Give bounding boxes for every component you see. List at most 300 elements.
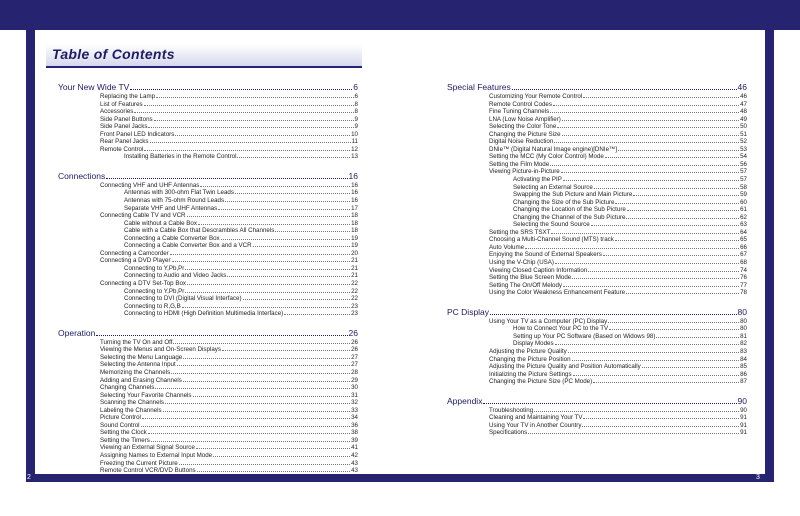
toc-entry[interactable] bbox=[58, 212, 358, 220]
toc-entry[interactable] bbox=[447, 101, 747, 109]
toc-entry-page: 59 bbox=[740, 191, 747, 199]
toc-entry-page: 53 bbox=[740, 145, 747, 153]
toc-entry[interactable] bbox=[447, 282, 747, 290]
toc-entry-page: 28 bbox=[351, 368, 358, 376]
toc-entry-label: Changing the Location of the Sub Picture bbox=[513, 206, 626, 214]
toc-entry[interactable] bbox=[447, 184, 747, 192]
toc-entry-leader bbox=[148, 433, 350, 434]
toc-entry-leader bbox=[591, 225, 739, 226]
toc-right-column bbox=[447, 78, 747, 437]
toc-entry-page: 26 bbox=[351, 338, 358, 346]
toc-entry-page: 56 bbox=[740, 160, 747, 168]
toc-entry-leader bbox=[594, 188, 739, 189]
toc-entry[interactable] bbox=[447, 221, 747, 229]
toc-entry-label: Setting the MCC (My Color Control) Mode bbox=[489, 153, 604, 161]
toc-entry[interactable] bbox=[58, 422, 358, 430]
toc-entry-label: Rear Panel Jacks bbox=[100, 138, 149, 146]
toc-section-page: 26 bbox=[348, 327, 358, 338]
toc-entry-page: 18 bbox=[351, 227, 358, 235]
toc-entry-page: 80 bbox=[740, 325, 747, 333]
toc-entry-page: 27 bbox=[351, 361, 358, 369]
toc-entry-label: Changing the Size of the Sub Picture bbox=[513, 198, 615, 206]
toc-entry[interactable] bbox=[447, 191, 747, 199]
toc-section-heading[interactable] bbox=[447, 82, 747, 93]
page-number-left: 2 bbox=[27, 474, 31, 481]
toc-entry-page: 57 bbox=[740, 168, 747, 176]
toc-entry-page: 16 bbox=[351, 189, 358, 197]
toc-entry-leader bbox=[185, 269, 350, 270]
toc-entry-leader bbox=[615, 203, 739, 204]
toc-entry-page: 51 bbox=[740, 130, 747, 138]
toc-entry-page: 54 bbox=[740, 153, 747, 161]
toc-section-page: 6 bbox=[353, 82, 358, 92]
toc-entry-page: 78 bbox=[740, 289, 747, 297]
toc-entry-leader bbox=[154, 120, 354, 121]
toc-entry-leader bbox=[213, 456, 350, 457]
toc-entry-leader bbox=[557, 127, 739, 128]
toc-section-heading[interactable] bbox=[58, 328, 358, 339]
toc-entry-label: Auto Volume bbox=[489, 243, 525, 251]
toc-entry-leader bbox=[148, 127, 353, 128]
toc-entry-page: 12 bbox=[351, 145, 358, 153]
toc-entry-page: 30 bbox=[351, 384, 358, 392]
toc-entry[interactable] bbox=[447, 371, 747, 379]
toc-entry-leader bbox=[554, 142, 739, 143]
toc-entry-label: Connecting to HDMI (High Definition Multimedia Interface) bbox=[124, 310, 284, 318]
toc-section-heading[interactable] bbox=[58, 82, 358, 93]
toc-entry-label: Cable without a Cable Box bbox=[124, 219, 197, 227]
toc-entry-label: Side Panel Jacks bbox=[100, 123, 148, 131]
toc-entry[interactable] bbox=[58, 182, 358, 190]
toc-entry[interactable] bbox=[58, 101, 358, 109]
toc-entry-leader bbox=[200, 186, 350, 187]
toc-entry-leader bbox=[573, 375, 740, 376]
toc-entry[interactable] bbox=[447, 251, 747, 259]
toc-entry-leader bbox=[562, 135, 740, 136]
toc-entry-leader bbox=[608, 322, 739, 323]
toc-entry-page: 16 bbox=[351, 181, 358, 189]
toc-entry-leader bbox=[155, 388, 350, 389]
toc-entry-page: 57 bbox=[740, 176, 747, 184]
toc-entry-page: 27 bbox=[351, 353, 358, 361]
toc-entry-leader bbox=[187, 216, 351, 217]
toc-entry[interactable] bbox=[58, 452, 358, 460]
toc-section-leader bbox=[106, 178, 347, 179]
toc-entry-label: DNIe™ (Digital Natural Image engine)[DNIe™] bbox=[489, 145, 617, 153]
toc-entry-page: 22 bbox=[351, 280, 358, 288]
toc-entry[interactable] bbox=[447, 93, 747, 101]
toc-entry-leader bbox=[626, 218, 739, 219]
toc-entry[interactable] bbox=[58, 138, 358, 146]
toc-entry-label: Adding and Erasing Channels bbox=[100, 376, 182, 384]
toc-entry[interactable] bbox=[58, 123, 358, 131]
toc-entry-page: 33 bbox=[351, 406, 358, 414]
toc-entry-page: 80 bbox=[740, 317, 747, 325]
toc-entry-label: Swapping the Sub Picture and Main Picture bbox=[513, 191, 633, 199]
toc-entry-leader bbox=[253, 246, 351, 247]
toc-entry-leader bbox=[583, 97, 739, 98]
toc-entry-page: 84 bbox=[740, 355, 747, 363]
toc-entry-page: 31 bbox=[351, 391, 358, 399]
toc-entry[interactable] bbox=[447, 356, 747, 364]
toc-entry-leader bbox=[218, 209, 350, 210]
toc-entry-label: Troubleshooting bbox=[489, 406, 534, 414]
toc-entry-label: Separate VHF and UHF Antennas bbox=[124, 204, 218, 212]
toc-entry-label: Connecting to R,G,B bbox=[124, 302, 181, 310]
bottom-border-left bbox=[26, 474, 400, 482]
toc-entry-leader bbox=[593, 382, 739, 383]
toc-entry-label: Memorizing the Channels bbox=[100, 368, 171, 376]
toc-entry-label: Scanning the Channels bbox=[100, 399, 164, 407]
toc-entry-label: Selecting the Sound Source bbox=[513, 221, 590, 229]
toc-entry[interactable] bbox=[58, 377, 358, 385]
toc-entry-label: Assigning Names to External Input Mode bbox=[100, 451, 213, 459]
toc-entry-page: 43 bbox=[351, 459, 358, 467]
toc-section-leader bbox=[490, 314, 736, 315]
toc-entry-leader bbox=[177, 365, 350, 366]
left-border-bar bbox=[26, 30, 35, 482]
toc-entry-page: 18 bbox=[351, 219, 358, 227]
toc-section-leader bbox=[130, 89, 352, 90]
footer-margin bbox=[0, 484, 800, 516]
toc-entry[interactable] bbox=[58, 384, 358, 392]
toc-entry[interactable] bbox=[58, 303, 358, 311]
toc-entry[interactable] bbox=[58, 272, 358, 280]
toc-entry-page: 6 bbox=[354, 93, 358, 100]
toc-entry-page: 36 bbox=[351, 421, 358, 429]
toc-entry[interactable] bbox=[58, 220, 358, 228]
toc-entry-leader bbox=[198, 224, 350, 225]
toc-entry[interactable] bbox=[58, 235, 358, 243]
toc-entry-label: Setting the Blue Screen Mode bbox=[489, 274, 572, 282]
toc-entry-leader bbox=[603, 255, 739, 256]
toc-entry[interactable] bbox=[58, 153, 358, 161]
toc-section-heading[interactable] bbox=[447, 396, 747, 407]
toc-entry[interactable] bbox=[447, 214, 747, 222]
toc-entry[interactable] bbox=[58, 197, 358, 205]
toc-entry-page: 20 bbox=[351, 249, 358, 257]
toc-entry[interactable] bbox=[447, 289, 747, 297]
toc-entry-leader bbox=[243, 299, 351, 300]
toc-entry[interactable] bbox=[58, 257, 358, 265]
toc-section-label: Your New Wide TV bbox=[58, 82, 130, 92]
toc-entry-label: Customizing Your Remote Control bbox=[489, 93, 583, 100]
toc-entry-label: Cleaning and Maintaining Your TV bbox=[489, 414, 583, 422]
toc-entry-label: Changing the Picture Position bbox=[489, 355, 571, 363]
toc-entry-leader bbox=[561, 172, 739, 173]
toc-entry-page: 42 bbox=[351, 451, 358, 459]
toc-entry-leader bbox=[185, 292, 350, 293]
toc-entry-page: 76 bbox=[740, 274, 747, 282]
toc-entry-label: Connecting a Camcorder bbox=[100, 249, 169, 257]
toc-section-page: 46 bbox=[737, 82, 747, 92]
toc-entry-page: 16 bbox=[351, 197, 358, 205]
toc-entry-label: Initializing the Picture Settings bbox=[489, 370, 572, 378]
toc-entry[interactable] bbox=[58, 444, 358, 452]
toc-entry[interactable] bbox=[447, 422, 747, 430]
toc-entry-leader bbox=[173, 343, 350, 344]
toc-entry-label: Setting the Clock bbox=[100, 429, 147, 437]
toc-entry[interactable] bbox=[447, 153, 747, 161]
toc-entry[interactable] bbox=[58, 407, 358, 415]
toc-entry[interactable] bbox=[58, 295, 358, 303]
toc-entry-page: 23 bbox=[351, 310, 358, 318]
toc-entry-page: 11 bbox=[351, 138, 358, 146]
toc-entry-label: Connecting a DTV Set-Top Box bbox=[100, 280, 186, 288]
page-number-right: 3 bbox=[756, 474, 760, 481]
toc-entry-leader bbox=[553, 105, 739, 106]
toc-entry[interactable] bbox=[58, 467, 358, 475]
header-band bbox=[0, 0, 800, 30]
toc-entry[interactable] bbox=[447, 318, 747, 326]
toc-entry[interactable] bbox=[58, 354, 358, 362]
toc-entry-label: Changing the Channel of the Sub Picture bbox=[513, 213, 626, 221]
toc-section-leader bbox=[96, 335, 347, 336]
toc-entry-page: 61 bbox=[740, 206, 747, 214]
toc-entry[interactable] bbox=[447, 131, 747, 139]
toc-entry-leader bbox=[172, 261, 351, 262]
toc-entry-leader bbox=[193, 396, 351, 397]
toc-entry[interactable] bbox=[447, 206, 747, 214]
toc-entry-page: 21 bbox=[351, 272, 358, 280]
toc-entry[interactable] bbox=[58, 399, 358, 407]
toc-entry-label: Setting the SRS TSXT bbox=[489, 228, 551, 236]
toc-entry-leader bbox=[142, 418, 350, 419]
toc-entry[interactable] bbox=[58, 369, 358, 377]
toc-entry-label: Connecting Cable TV and VCR bbox=[100, 212, 186, 220]
toc-entry-leader bbox=[555, 344, 740, 345]
toc-entry-page: 50 bbox=[740, 123, 747, 131]
toc-entry-leader bbox=[150, 142, 351, 143]
toc-entry-page: 22 bbox=[351, 295, 358, 303]
toc-entry-label: Viewing Picture-in-Picture bbox=[489, 168, 560, 176]
toc-entry-leader bbox=[568, 352, 739, 353]
toc-entry[interactable] bbox=[447, 348, 747, 356]
toc-entry-leader bbox=[163, 411, 351, 412]
toc-entry-leader bbox=[183, 381, 350, 382]
toc-section-heading[interactable] bbox=[447, 307, 747, 318]
toc-entry-label: Antennas with 75-ohm Round Leads bbox=[124, 197, 225, 205]
page-title: Table of Contents bbox=[52, 46, 175, 62]
toc-entry-page: 64 bbox=[740, 228, 747, 236]
toc-section-label: Connections bbox=[58, 170, 106, 181]
toc-entry-leader bbox=[170, 254, 350, 255]
toc-entry[interactable] bbox=[58, 131, 358, 139]
toc-entry-page: 62 bbox=[740, 213, 747, 221]
toc-entry-page: 32 bbox=[351, 399, 358, 407]
toc-entry-page: 82 bbox=[740, 340, 747, 348]
toc-entry[interactable] bbox=[447, 363, 747, 371]
toc-entry[interactable] bbox=[447, 259, 747, 267]
toc-entry-leader bbox=[656, 337, 739, 338]
toc-entry-page: 83 bbox=[740, 347, 747, 355]
toc-entry-label: Turning the TV On and Off bbox=[100, 338, 173, 346]
toc-entry-leader bbox=[534, 411, 739, 412]
toc-entry-page: 48 bbox=[740, 108, 747, 116]
toc-entry-page: 19 bbox=[351, 234, 358, 242]
toc-entry[interactable] bbox=[447, 161, 747, 169]
toc-entry[interactable] bbox=[58, 146, 358, 154]
toc-entry-leader bbox=[182, 307, 350, 308]
toc-entry[interactable] bbox=[58, 414, 358, 422]
toc-entry-label: Connecting a DVD Player bbox=[100, 257, 171, 265]
toc-entry[interactable] bbox=[447, 333, 747, 341]
toc-entry-leader bbox=[235, 193, 350, 194]
toc-entry[interactable] bbox=[58, 361, 358, 369]
toc-entry[interactable] bbox=[58, 108, 358, 116]
toc-entry[interactable] bbox=[447, 146, 747, 154]
toc-entry[interactable] bbox=[447, 244, 747, 252]
toc-entry[interactable] bbox=[447, 407, 747, 415]
toc-entry-leader bbox=[555, 263, 739, 264]
toc-section-leader bbox=[512, 89, 737, 90]
toc-entry[interactable] bbox=[58, 280, 358, 288]
toc-entry[interactable] bbox=[447, 176, 747, 184]
toc-entry-page: 91 bbox=[740, 414, 747, 422]
toc-entry-label: Setting the Film Mode bbox=[489, 160, 550, 168]
toc-entry-page: 8 bbox=[354, 108, 358, 116]
toc-entry[interactable] bbox=[447, 274, 747, 282]
toc-entry-label: Changing the Picture Size bbox=[489, 130, 561, 138]
toc-entry[interactable] bbox=[58, 288, 358, 296]
toc-entry[interactable] bbox=[58, 310, 358, 318]
toc-entry-leader bbox=[563, 286, 739, 287]
toc-entry-leader bbox=[572, 278, 739, 279]
toc-entry-label: Remote Control bbox=[100, 145, 144, 153]
toc-entry-label: Using Your TV as a Computer (PC) Display bbox=[489, 317, 608, 325]
toc-entry-page: 34 bbox=[351, 414, 358, 422]
toc-entry[interactable] bbox=[447, 229, 747, 237]
toc-entry-leader bbox=[588, 271, 739, 272]
toc-entry[interactable] bbox=[447, 199, 747, 207]
toc-entry-leader bbox=[563, 180, 739, 181]
toc-entry-leader bbox=[237, 157, 350, 158]
toc-entry[interactable] bbox=[447, 168, 747, 176]
toc-section-label: Special Features bbox=[447, 82, 511, 92]
toc-entry[interactable] bbox=[447, 116, 747, 124]
toc-entry[interactable] bbox=[447, 325, 747, 333]
toc-entry[interactable] bbox=[447, 123, 747, 131]
toc-entry-page: 87 bbox=[740, 378, 747, 386]
toc-entry-label: Selecting an External Source bbox=[513, 183, 593, 191]
toc-entry-leader bbox=[583, 418, 739, 419]
toc-entry-leader bbox=[633, 195, 739, 196]
toc-section-page: 16 bbox=[348, 170, 358, 181]
toc-entry[interactable] bbox=[447, 340, 747, 348]
toc-entry-leader bbox=[284, 314, 350, 315]
toc-entry-leader bbox=[572, 360, 740, 361]
toc-entry[interactable] bbox=[58, 265, 358, 273]
toc-entry[interactable] bbox=[58, 227, 358, 235]
toc-entry-label: Digital Noise Reduction bbox=[489, 138, 554, 146]
toc-entry-page: 67 bbox=[740, 251, 747, 259]
toc-entry-page: 26 bbox=[351, 346, 358, 354]
toc-entry-leader bbox=[528, 433, 739, 434]
toc-entry-leader bbox=[165, 403, 350, 404]
toc-section-label: Operation bbox=[58, 327, 96, 338]
toc-entry-page: 52 bbox=[740, 138, 747, 146]
toc-entry-leader bbox=[551, 233, 739, 234]
toc-entry-leader bbox=[221, 239, 350, 240]
toc-entry[interactable] bbox=[58, 346, 358, 354]
toc-entry[interactable] bbox=[447, 108, 747, 116]
toc-entry[interactable] bbox=[58, 339, 358, 347]
toc-entry[interactable] bbox=[447, 138, 747, 146]
title-box bbox=[46, 44, 362, 68]
toc-entry-page: 17 bbox=[351, 204, 358, 212]
toc-entry[interactable] bbox=[447, 378, 747, 386]
toc-entry[interactable] bbox=[58, 437, 358, 445]
toc-entry-page: 46 bbox=[740, 93, 747, 100]
toc-entry-label: Remote Control Codes bbox=[489, 100, 552, 108]
toc-entry-label: Specifications bbox=[489, 429, 528, 437]
toc-entry-leader bbox=[550, 112, 739, 113]
toc-entry[interactable] bbox=[58, 250, 358, 258]
toc-entry-label: Connecting VHF and UHF Antennas bbox=[100, 181, 200, 189]
toc-entry-label: Setting The On/Off Melody bbox=[489, 281, 563, 289]
toc-entry-label: Selecting Your Favorite Channels bbox=[100, 391, 192, 399]
toc-entry[interactable] bbox=[58, 392, 358, 400]
toc-section-heading[interactable] bbox=[58, 171, 358, 182]
toc-entry-label: List of Features bbox=[100, 100, 143, 108]
toc-entry-leader bbox=[196, 448, 350, 449]
toc-entry-label: Installing Batteries in the Remote Control bbox=[124, 153, 237, 161]
toc-entry[interactable] bbox=[58, 429, 358, 437]
toc-entry[interactable] bbox=[58, 116, 358, 124]
toc-entry-leader bbox=[562, 120, 739, 121]
toc-entry-page: 47 bbox=[740, 100, 747, 108]
right-border-bar bbox=[765, 30, 774, 482]
toc-entry[interactable] bbox=[447, 429, 747, 437]
toc-entry-page: 60 bbox=[740, 198, 747, 206]
toc-entry-label: How to Connect Your PC to the TV bbox=[513, 325, 609, 333]
toc-entry[interactable] bbox=[447, 414, 747, 422]
toc-entry-label: Viewing an External Signal Source bbox=[100, 444, 195, 452]
toc-entry-label: Antennas with 300-ohm Flat Twin Leads bbox=[124, 189, 234, 197]
toc-entry-label: Viewing Closed Caption Information bbox=[489, 266, 588, 274]
toc-entry-leader bbox=[144, 105, 354, 106]
toc-entry-page: 90 bbox=[740, 406, 747, 414]
toc-entry[interactable] bbox=[447, 236, 747, 244]
toc-entry-label: Using Your TV in Another Country bbox=[489, 421, 582, 429]
toc-entry[interactable] bbox=[58, 93, 358, 101]
toc-entry-leader bbox=[134, 112, 353, 113]
toc-entry-label: Front Panel LED Indicators bbox=[100, 130, 175, 138]
toc-entry[interactable] bbox=[58, 460, 358, 468]
toc-entry-page: 22 bbox=[351, 287, 358, 295]
toc-entry[interactable] bbox=[447, 267, 747, 275]
toc-entry-page: 81 bbox=[740, 332, 747, 340]
toc-entry[interactable] bbox=[58, 242, 358, 250]
toc-entry-leader bbox=[525, 248, 739, 249]
toc-entry-leader bbox=[626, 293, 739, 294]
toc-section-label: Appendix bbox=[447, 395, 483, 406]
toc-entry-leader bbox=[227, 276, 350, 277]
toc-entry-label: Changing the Picture Size (PC Mode) bbox=[489, 378, 593, 386]
toc-entry-leader bbox=[618, 150, 739, 151]
toc-section-page: 90 bbox=[737, 395, 747, 406]
toc-entry-label: Connecting to Audio and Video Jacks bbox=[124, 272, 227, 280]
toc-entry-label: Using the V-Chip (USA) bbox=[489, 259, 554, 267]
toc-entry-label: Adjusting the Picture Quality bbox=[489, 347, 567, 355]
toc-entry-leader bbox=[225, 201, 350, 202]
toc-entry[interactable] bbox=[58, 205, 358, 213]
toc-entry-label: Cable with a Cable Box that Descrambles All Channels bbox=[124, 227, 275, 235]
toc-entry-label: Accessories bbox=[100, 108, 134, 116]
toc-entry-label: Sound Control bbox=[100, 421, 140, 429]
toc-entry[interactable] bbox=[58, 189, 358, 197]
toc-entry-leader bbox=[141, 426, 351, 427]
